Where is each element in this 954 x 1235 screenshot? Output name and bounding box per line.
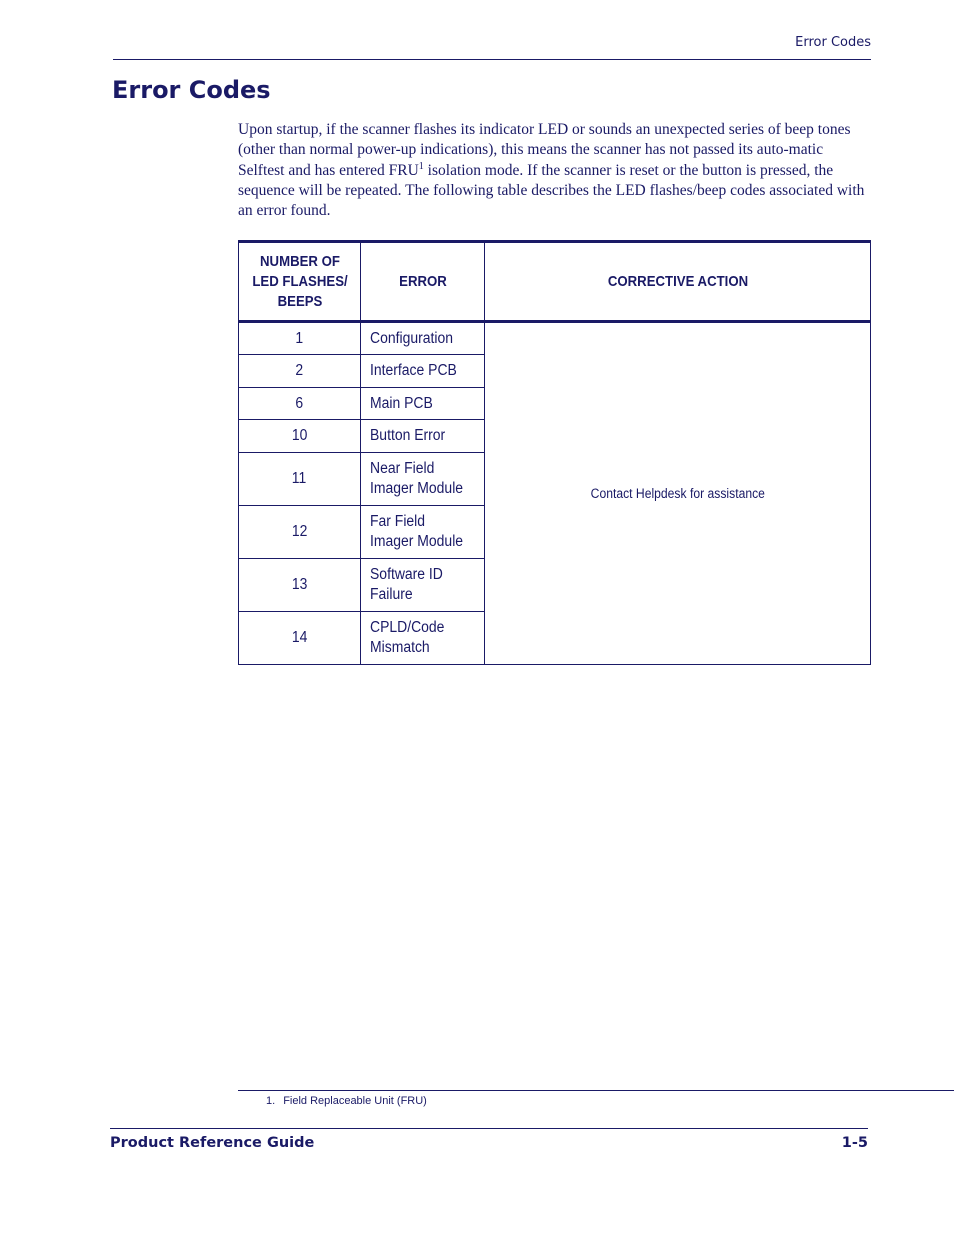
row-number (239, 612, 361, 665)
row-error (361, 388, 485, 420)
row-error (361, 322, 485, 355)
row-error-line1: CPLD/Code (370, 619, 445, 636)
header-number (246, 242, 353, 322)
footer-guide-title: Product Reference Guide (110, 1135, 315, 1151)
row-number (239, 322, 361, 355)
row-error (361, 453, 485, 506)
row-number (239, 506, 361, 559)
row-error (361, 612, 485, 665)
row-error-line2: Mismatch (370, 639, 430, 656)
table-header-row (239, 242, 871, 322)
footnote-text: Field Replaceable Unit (FRU) (283, 1095, 427, 1107)
header-corrective-action: CORRECTIVE ACTION (508, 242, 848, 322)
footnote-reference: 1 (418, 160, 424, 172)
row-number (239, 388, 361, 420)
footnote-rule (238, 1090, 954, 1091)
corrective-action-cell (485, 322, 871, 665)
error-codes-table (238, 240, 871, 665)
row-error-text: Button Error (370, 427, 446, 444)
row-number (239, 355, 361, 388)
footer-rule (110, 1128, 868, 1129)
row-error-line2: Imager Module (370, 533, 464, 550)
row-error-line2: Failure (370, 586, 413, 603)
row-number-text: 6 (295, 394, 304, 412)
row-error-text: Main PCB (370, 394, 433, 412)
row-number-text: 14 (291, 629, 308, 646)
row-number-text: 13 (291, 576, 308, 593)
intro-paragraph (238, 120, 872, 221)
row-error-line1: Software ID (370, 566, 443, 583)
row-number (239, 453, 361, 506)
row-number-text: 1 (295, 329, 304, 347)
row-error (361, 506, 485, 559)
header-error: ERROR (368, 242, 477, 322)
row-number (239, 559, 361, 612)
intro-text-before: Upon startup, if the scanner flashes its indicator LED or sounds an unexpected series of beep tones (other than normal power-up indications), this means the scanner has not passed its auto-matic Selftest and has entered FRU (238, 121, 851, 179)
row-number (239, 420, 361, 453)
row-error-line2: Imager Module (370, 480, 464, 497)
row-error-text: Configuration (370, 329, 453, 347)
row-error (361, 355, 485, 388)
row-error-line1: Near Field (370, 460, 435, 477)
row-number-text: 10 (291, 427, 308, 444)
row-error (361, 420, 485, 453)
table-row (239, 322, 871, 355)
header-number-line2: LED FLASHES/ (251, 272, 348, 290)
row-error (361, 559, 485, 612)
row-error-text: Interface PCB (370, 362, 457, 379)
row-number-text: 2 (295, 362, 304, 379)
page-title: Error Codes (112, 76, 271, 104)
header-number-line1: NUMBER OF (259, 252, 340, 270)
header-number-line3: BEEPS (277, 292, 322, 310)
row-number-text: 11 (292, 470, 307, 487)
intro-text-after: isolation mode. If the scanner is reset or the button is pressed, the sequence will be repeated. The following table describes the LED flashes/beep codes associated with an error found. (238, 161, 865, 220)
header-rule (113, 59, 871, 60)
running-header-title: Error Codes (795, 35, 871, 50)
row-number-text: 12 (291, 523, 308, 540)
footnote (266, 1095, 427, 1107)
footnote-number: 1. (266, 1095, 276, 1107)
corrective-action-text: Contact Helpdesk for assistance (590, 485, 765, 501)
page-number: 1-5 (841, 1135, 868, 1151)
row-error-line1: Far Field (370, 513, 426, 530)
